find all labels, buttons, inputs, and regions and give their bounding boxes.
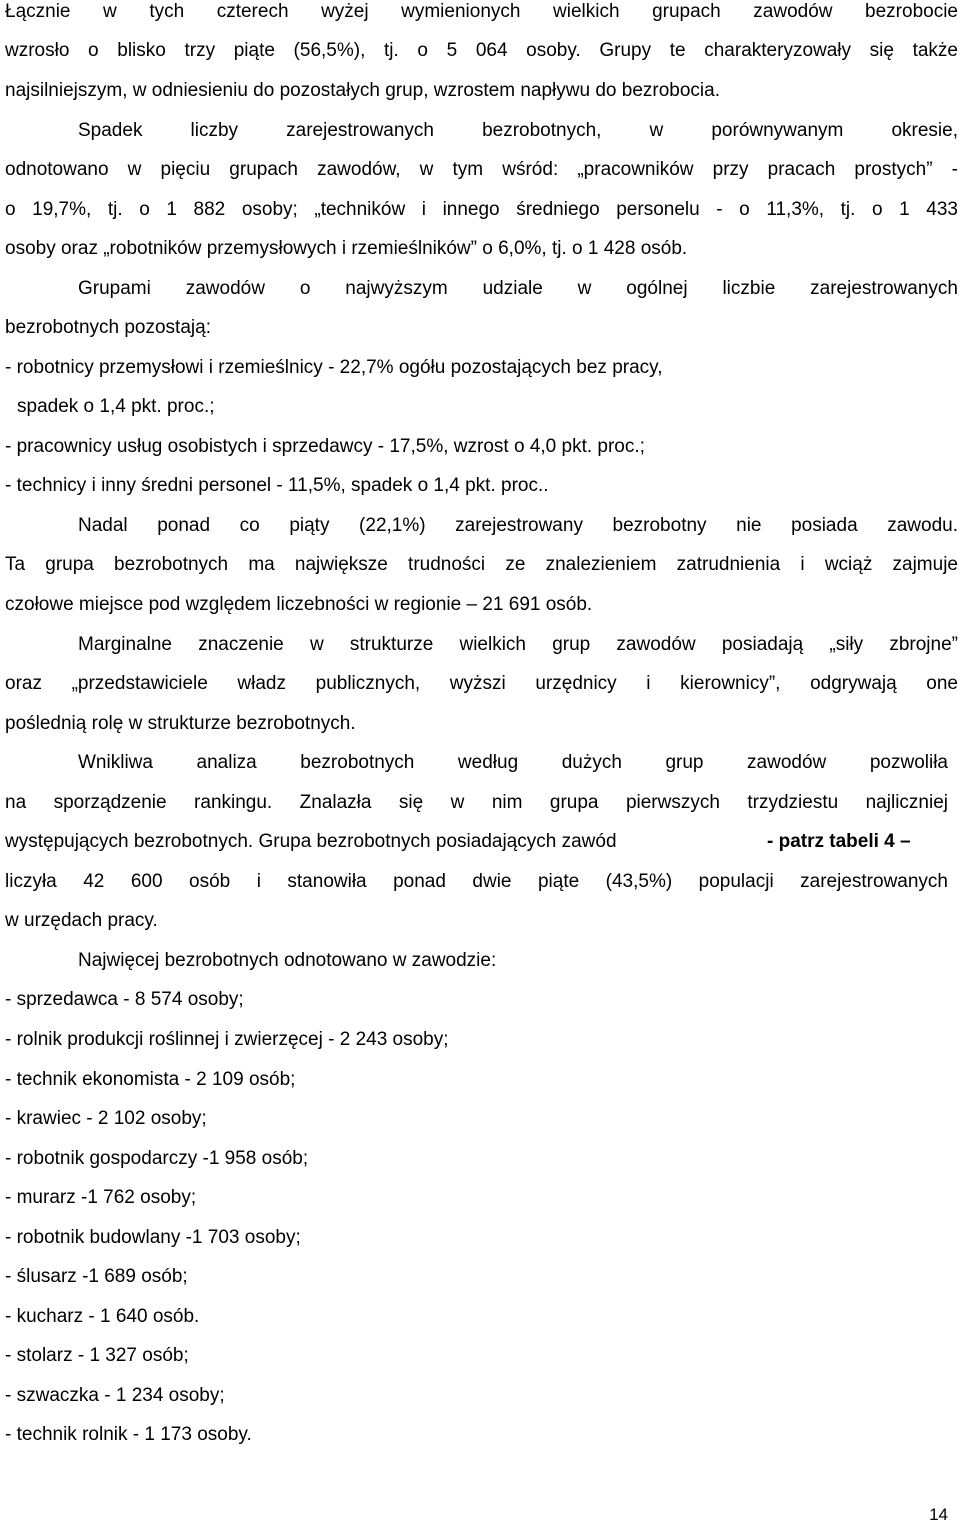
text-line: wzrosło o blisko trzy piąte (56,5%), tj. o 5 064 osoby. Grupy te charakteryzowały się także xyxy=(5,40,958,61)
text-line: Marginalne znaczenie w strukturze wielkich grup zawodów posiadają „siły zbrojne” xyxy=(78,634,958,655)
text-line: oraz „przedstawiciele władz publicznych, wyższi urzędnicy i kierownicy”, odgrywają one xyxy=(5,673,958,694)
text-line: najsilniejszym, w odniesieniu do pozostałych grup, wzrostem napływu do bezrobocia. xyxy=(5,80,720,101)
occupation-list-item: - kucharz - 1 640 osób. xyxy=(5,1306,200,1327)
occupation-list-item: - murarz -1 762 osoby; xyxy=(5,1187,197,1208)
text-line: odnotowano w pięciu grupach zawodów, w tym wśród: „pracowników przy pracach prostych” - xyxy=(5,159,958,180)
text-line: Łącznie w tych czterech wyżej wymienionych wielkich grupach zawodów bezrobocie xyxy=(5,1,958,22)
text-line: Ta grupa bezrobotnych ma największe trudności ze znalezieniem zatrudnienia i wciąż zajmuje xyxy=(5,554,958,575)
list-item: spadek o 1,4 pkt. proc.; xyxy=(17,396,215,417)
text-line: na sporządzenie rankingu. Znalazła się w nim grupa pierwszych trzydziestu najliczniej xyxy=(5,792,948,813)
occupation-list-item: - szwaczka - 1 234 osoby; xyxy=(5,1385,225,1406)
text-line: Wnikliwa analiza bezrobotnych według dużych grup zawodów pozwoliła xyxy=(78,752,948,773)
table-reference: - patrz tabeli 4 – xyxy=(767,831,911,852)
text-line: występujących bezrobotnych. Grupa bezrobotnych posiadających zawód xyxy=(5,831,617,852)
list-heading: Najwięcej bezrobotnych odnotowano w zawodzie: xyxy=(78,950,497,971)
occupation-list-item: - robotnik budowlany -1 703 osoby; xyxy=(5,1227,301,1248)
text-line: czołowe miejsce pod względem liczebności w regionie – 21 691 osób. xyxy=(5,594,593,615)
occupation-list-item: - technik rolnik - 1 173 osoby. xyxy=(5,1424,252,1445)
text-line: Spadek liczby zarejestrowanych bezrobotnych, w porównywanym okresie, xyxy=(78,120,958,141)
occupation-list-item: - rolnik produkcji roślinnej i zwierzęcej - 2 243 osoby; xyxy=(5,1029,449,1050)
list-item: - pracownicy usług osobistych i sprzedawcy - 17,5%, wzrost o 4,0 pkt. proc.; xyxy=(5,436,645,457)
text-line: poślednią rolę w strukturze bezrobotnych. xyxy=(5,713,356,734)
occupation-list-item: - technik ekonomista - 2 109 osób; xyxy=(5,1069,296,1090)
list-item: - technicy i inny średni personel - 11,5%, spadek o 1,4 pkt. proc.. xyxy=(5,475,549,496)
text-line: osoby oraz „robotników przemysłowych i rzemieślników” o 6,0%, tj. o 1 428 osób. xyxy=(5,238,688,259)
page-number: 14 xyxy=(929,1505,948,1524)
occupation-list-item: - sprzedawca - 8 574 osoby; xyxy=(5,989,244,1010)
occupation-list-item: - stolarz - 1 327 osób; xyxy=(5,1345,189,1366)
text-line: Grupami zawodów o najwyższym udziale w ogólnej liczbie zarejestrowanych xyxy=(78,278,958,299)
text-line: bezrobotnych pozostają: xyxy=(5,317,211,338)
occupation-list-item: - robotnik gospodarczy -1 958 osób; xyxy=(5,1148,309,1169)
occupation-list-item: - ślusarz -1 689 osób; xyxy=(5,1266,188,1287)
occupation-list-item: - krawiec - 2 102 osoby; xyxy=(5,1108,207,1129)
text-line: w urzędach pracy. xyxy=(5,910,158,931)
text-line: Nadal ponad co piąty (22,1%) zarejestrowany bezrobotny nie posiada zawodu. xyxy=(78,515,958,536)
text-line: o 19,7%, tj. o 1 882 osoby; „techników i innego średniego personelu - o 11,3%, tj. o 1 433 xyxy=(5,199,958,220)
list-item: - robotnicy przemysłowi i rzemieślnicy - 22,7% ogółu pozostających bez pracy, xyxy=(5,357,663,378)
text-line: liczyła 42 600 osób i stanowiła ponad dwie piąte (43,5%) populacji zarejestrowanych xyxy=(5,871,948,892)
